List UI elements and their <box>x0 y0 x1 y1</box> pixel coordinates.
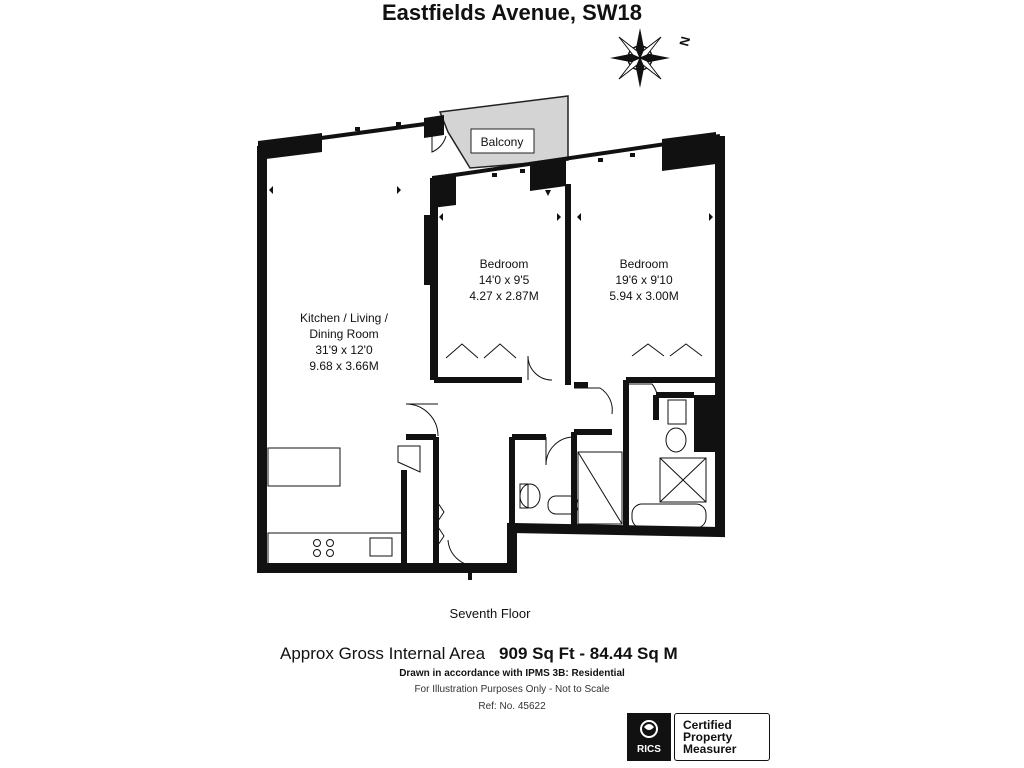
living-imperial: 31'9 x 12'0 <box>315 343 373 357</box>
balcony-label: Balcony <box>480 135 524 149</box>
rics-logo-text: RICS <box>637 744 661 755</box>
kitchen-units <box>268 446 420 568</box>
bedroom-1-name: Bedroom <box>479 257 529 271</box>
rics-emblem-icon <box>627 713 671 743</box>
bedroom-2-imperial: 19'6 x 9'10 <box>615 273 673 287</box>
living-metric: 9.68 x 3.66M <box>309 359 379 373</box>
bathroom-fixtures <box>520 400 706 528</box>
badge-line-2: Property <box>683 730 733 744</box>
area-value: 909 Sq Ft - 84.44 Sq M <box>499 644 678 663</box>
badge-line-1: Certified <box>683 718 732 732</box>
bedroom-1-imperial: 14'0 x 9'5 <box>478 273 530 287</box>
bedroom-2-name: Bedroom <box>619 257 669 271</box>
bedroom-1-metric: 4.27 x 2.87M <box>469 289 539 303</box>
badge-line-3: Measurer <box>683 742 737 756</box>
plan-title: Eastfields Avenue, SW18 <box>381 0 642 25</box>
living-name-line2: Dining Room <box>309 327 379 341</box>
compass-rose-icon <box>610 28 670 88</box>
area-summary <box>280 644 678 664</box>
reference-number: Ref: No. 45622 <box>478 701 546 712</box>
compass-north-label: N <box>676 34 694 48</box>
floor-label: Seventh Floor <box>449 606 531 621</box>
area-label: Approx Gross Internal Area <box>280 644 486 663</box>
certified-measurer-badge <box>627 713 770 761</box>
badge-text-box <box>674 713 770 761</box>
living-name-line1: Kitchen / Living / <box>299 311 389 325</box>
interior-walls <box>404 184 720 568</box>
ipms-note: Drawn in accordance with IPMS 3B: Residential <box>399 668 625 679</box>
illustration-note: For Illustration Purposes Only - Not to Scale <box>414 684 610 695</box>
bedroom-2-metric: 5.94 x 3.00M <box>609 289 679 303</box>
rics-logo <box>627 713 671 761</box>
